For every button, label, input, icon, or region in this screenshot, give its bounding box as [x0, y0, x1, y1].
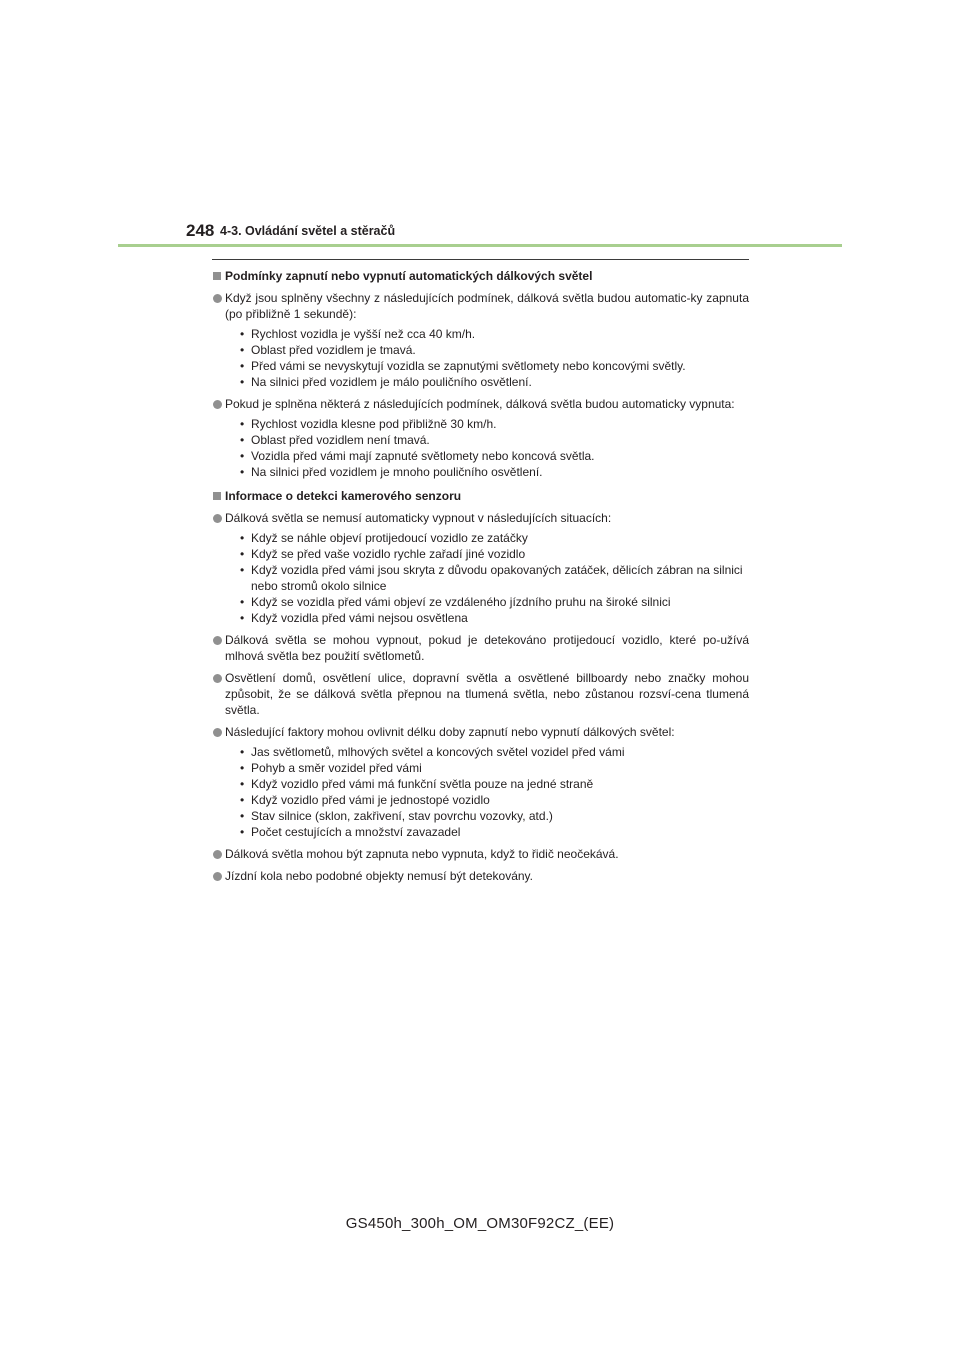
section — [212, 488, 749, 884]
paragraph-text: Dálková světla mohou být zapnuta nebo vypnuta, když to řidič neočekává. — [225, 847, 619, 861]
dot-bullet-icon: • — [240, 465, 245, 479]
paragraph-text: Když jsou splněny všechny z následujících podmínek, dálková světla budou automatic-ky zapnuta (po přibližně 1 sekundě): — [225, 291, 749, 321]
list-item — [225, 776, 749, 792]
list-item — [225, 464, 749, 480]
sub-list — [225, 326, 749, 390]
list-item — [225, 374, 749, 390]
list-item — [225, 326, 749, 342]
list-item-text: Když vozidlo před vámi má funkční světla pouze na jedné straně — [251, 777, 594, 791]
list-item — [225, 792, 749, 808]
section-title — [212, 488, 749, 504]
round-bullet-icon — [213, 674, 222, 683]
list-item-text: Počet cestujících a množství zavazadel — [251, 825, 461, 839]
bullet-paragraph — [212, 632, 749, 664]
dot-bullet-icon: • — [240, 531, 245, 545]
paragraph-text: Následující faktory mohou ovlivnit délku doby zapnutí nebo vypnutí dálkových světel: — [225, 725, 675, 739]
round-bullet-icon — [213, 514, 222, 523]
section — [212, 268, 749, 480]
list-item-text: Oblast před vozidlem je tmavá. — [251, 343, 416, 357]
dot-bullet-icon: • — [240, 449, 245, 463]
paragraph-text: Osvětlení domů, osvětlení ulice, dopravní světla a osvětlené billboardy nebo značky mohou způsobit, že se dálková světla přepnou na tlumená světla, nebo zůstanou rozsví-cena tlumená světla. — [225, 671, 749, 717]
square-bullet-icon — [213, 272, 221, 280]
paragraph-text: Jízdní kola nebo podobné objekty nemusí být detekovány. — [225, 869, 533, 883]
bullet-paragraph — [212, 724, 749, 840]
chapter-title: 4-3. Ovládání světel a stěračů — [220, 224, 396, 238]
round-bullet-icon — [213, 636, 222, 645]
dot-bullet-icon: • — [240, 761, 245, 775]
section-title — [212, 268, 749, 284]
list-item-text: Když vozidlo před vámi je jednostopé vozidlo — [251, 793, 490, 807]
page-number: 248 — [186, 221, 215, 240]
dot-bullet-icon: • — [240, 745, 245, 759]
bullet-paragraph — [212, 396, 749, 480]
page-content — [212, 268, 749, 890]
dot-bullet-icon: • — [240, 611, 245, 625]
paragraph-text: Dálková světla se nemusí automaticky vypnout v následujících situacích: — [225, 511, 612, 525]
list-item-text: Na silnici před vozidlem je málo pouličního osvětlení. — [251, 375, 532, 389]
dot-bullet-icon: • — [240, 793, 245, 807]
round-bullet-icon — [213, 294, 222, 303]
dot-bullet-icon: • — [240, 595, 245, 609]
dot-bullet-icon: • — [240, 327, 245, 341]
round-bullet-icon — [213, 850, 222, 859]
list-item — [225, 824, 749, 840]
dot-bullet-icon: • — [240, 343, 245, 357]
header-divider — [118, 244, 842, 247]
bullet-paragraph — [212, 510, 749, 626]
list-item — [225, 610, 749, 626]
list-item-text: Když se vozidla před vámi objeví ze vzdáleného jízdního pruhu na široké silnici — [251, 595, 671, 609]
bullet-paragraph — [212, 846, 749, 862]
paragraph-text: Pokud je splněna některá z následujících podmínek, dálková světla budou automaticky vypnuta: — [225, 397, 735, 411]
round-bullet-icon — [213, 728, 222, 737]
list-item-text: Před vámi se nevyskytují vozidla se zapnutými světlomety nebo koncovými světly. — [251, 359, 686, 373]
list-item — [225, 530, 749, 546]
sub-list — [225, 744, 749, 840]
list-item-text: Když vozidla před vámi nejsou osvětlena — [251, 611, 468, 625]
sub-list — [225, 416, 749, 480]
list-item — [225, 546, 749, 562]
list-item — [225, 562, 749, 594]
section-divider — [212, 259, 749, 260]
dot-bullet-icon: • — [240, 563, 245, 577]
list-item — [225, 342, 749, 358]
dot-bullet-icon: • — [240, 375, 245, 389]
footer-code: GS450h_300h_OM_OM30F92CZ_(EE) — [345, 1215, 615, 1232]
list-item-text: Na silnici před vozidlem je mnoho pouličního osvětlení. — [251, 465, 543, 479]
dot-bullet-icon: • — [240, 809, 245, 823]
list-item-text: Pohyb a směr vozidel před vámi — [251, 761, 422, 775]
dot-bullet-icon: • — [240, 433, 245, 447]
list-item-text: Oblast před vozidlem není tmavá. — [251, 433, 430, 447]
list-item-text: Rychlost vozidla je vyšší než cca 40 km/h. — [251, 327, 476, 341]
bullet-paragraph — [212, 290, 749, 390]
dot-bullet-icon: • — [240, 547, 245, 561]
paragraph-text: Dálková světla se mohou vypnout, pokud je detekováno protijedoucí vozidlo, které po-užívá mlhová světla bez použití světlometů. — [225, 633, 749, 663]
list-item-text: Rychlost vozidla klesne pod přibližně 30 km/h. — [251, 417, 497, 431]
list-item — [225, 448, 749, 464]
bullet-paragraph — [212, 670, 749, 718]
list-item — [225, 744, 749, 760]
list-item-text: Když vozidla před vámi jsou skryta z důvodu opakovaných zatáček, dělicích zábran na silnici nebo stromů okolo silnice — [251, 563, 743, 593]
round-bullet-icon — [213, 400, 222, 409]
round-bullet-icon — [213, 872, 222, 881]
list-item-text: Když se náhle objeví protijedoucí vozidlo ze zatáčky — [251, 531, 528, 545]
list-item-text: Když se před vaše vozidlo rychle zařadí jiné vozidlo — [251, 547, 526, 561]
list-item — [225, 808, 749, 824]
dot-bullet-icon: • — [240, 417, 245, 431]
list-item — [225, 416, 749, 432]
bullet-paragraph — [212, 868, 749, 884]
list-item-text: Vozidla před vámi mají zapnuté světlomety nebo koncová světla. — [251, 449, 595, 463]
list-item — [225, 358, 749, 374]
section-title-text: Podmínky zapnutí nebo vypnutí automatických dálkových světel — [225, 269, 593, 283]
list-item-text: Stav silnice (sklon, zakřivení, stav povrchu vozovky, atd.) — [251, 809, 553, 823]
list-item — [225, 760, 749, 776]
list-item — [225, 594, 749, 610]
dot-bullet-icon: • — [240, 359, 245, 373]
square-bullet-icon — [213, 492, 221, 500]
dot-bullet-icon: • — [240, 825, 245, 839]
list-item-text: Jas světlometů, mlhových světel a koncových světel vozidel před vámi — [251, 745, 625, 759]
section-title-text: Informace o detekci kamerového senzoru — [225, 489, 462, 503]
sub-list — [225, 530, 749, 626]
dot-bullet-icon: • — [240, 777, 245, 791]
list-item — [225, 432, 749, 448]
